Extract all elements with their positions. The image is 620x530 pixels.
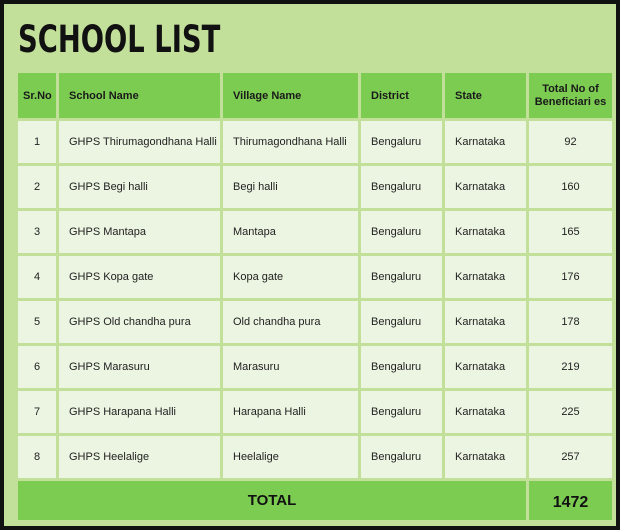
table-row bbox=[17, 390, 614, 435]
cell-total: 165 bbox=[528, 210, 614, 255]
cell-village-name: Heelalige bbox=[222, 435, 360, 480]
cell-school-name: GHPS Harapana Halli bbox=[58, 390, 222, 435]
cell-total: 176 bbox=[528, 255, 614, 300]
cell-district: Bengaluru bbox=[360, 255, 444, 300]
cell-state: Karnataka bbox=[444, 255, 528, 300]
cell-total: 160 bbox=[528, 165, 614, 210]
cell-district: Bengaluru bbox=[360, 345, 444, 390]
cell-school-name: GHPS Begi halli bbox=[58, 165, 222, 210]
page-title: SCHOOL LIST bbox=[18, 18, 221, 61]
cell-village-name: Marasuru bbox=[222, 345, 360, 390]
header-village-name: Village Name bbox=[222, 72, 360, 120]
cell-village-name: Old chandha pura bbox=[222, 300, 360, 345]
cell-district: Bengaluru bbox=[360, 165, 444, 210]
cell-sr-no: 7 bbox=[17, 390, 58, 435]
table-row bbox=[17, 300, 614, 345]
table-header-row bbox=[17, 72, 614, 120]
cell-village-name: Thirumagondhana Halli bbox=[222, 120, 360, 165]
cell-district: Bengaluru bbox=[360, 120, 444, 165]
cell-state: Karnataka bbox=[444, 345, 528, 390]
cell-total: 257 bbox=[528, 435, 614, 480]
school-table bbox=[15, 70, 615, 523]
cell-district: Bengaluru bbox=[360, 300, 444, 345]
header-school-name: School Name bbox=[58, 72, 222, 120]
table-row bbox=[17, 255, 614, 300]
table-row bbox=[17, 120, 614, 165]
cell-district: Bengaluru bbox=[360, 210, 444, 255]
cell-sr-no: 3 bbox=[17, 210, 58, 255]
cell-school-name: GHPS Kopa gate bbox=[58, 255, 222, 300]
cell-school-name: GHPS Old chandha pura bbox=[58, 300, 222, 345]
table-row bbox=[17, 210, 614, 255]
cell-sr-no: 5 bbox=[17, 300, 58, 345]
table-row bbox=[17, 435, 614, 480]
cell-state: Karnataka bbox=[444, 210, 528, 255]
cell-school-name: GHPS Mantapa bbox=[58, 210, 222, 255]
cell-district: Bengaluru bbox=[360, 435, 444, 480]
header-sr-no: Sr.No bbox=[17, 72, 58, 120]
cell-sr-no: 6 bbox=[17, 345, 58, 390]
cell-sr-no: 4 bbox=[17, 255, 58, 300]
cell-sr-no: 2 bbox=[17, 165, 58, 210]
header-district: District bbox=[360, 72, 444, 120]
table-row bbox=[17, 345, 614, 390]
cell-village-name: Harapana Halli bbox=[222, 390, 360, 435]
total-label: TOTAL bbox=[17, 480, 528, 522]
cell-district: Bengaluru bbox=[360, 390, 444, 435]
total-row bbox=[17, 480, 614, 522]
cell-state: Karnataka bbox=[444, 120, 528, 165]
cell-total: 225 bbox=[528, 390, 614, 435]
cell-sr-no: 1 bbox=[17, 120, 58, 165]
header-state: State bbox=[444, 72, 528, 120]
cell-school-name: GHPS Thirumagondhana Halli bbox=[58, 120, 222, 165]
cell-total: 92 bbox=[528, 120, 614, 165]
cell-state: Karnataka bbox=[444, 300, 528, 345]
cell-village-name: Begi halli bbox=[222, 165, 360, 210]
cell-state: Karnataka bbox=[444, 435, 528, 480]
table-row bbox=[17, 165, 614, 210]
cell-state: Karnataka bbox=[444, 390, 528, 435]
cell-sr-no: 8 bbox=[17, 435, 58, 480]
cell-school-name: GHPS Heelalige bbox=[58, 435, 222, 480]
cell-total: 178 bbox=[528, 300, 614, 345]
cell-total: 219 bbox=[528, 345, 614, 390]
header-total-beneficiaries: Total No of Beneficiari es bbox=[528, 72, 614, 120]
cell-village-name: Kopa gate bbox=[222, 255, 360, 300]
total-value: 1472 bbox=[528, 480, 614, 522]
cell-school-name: GHPS Marasuru bbox=[58, 345, 222, 390]
cell-state: Karnataka bbox=[444, 165, 528, 210]
cell-village-name: Mantapa bbox=[222, 210, 360, 255]
